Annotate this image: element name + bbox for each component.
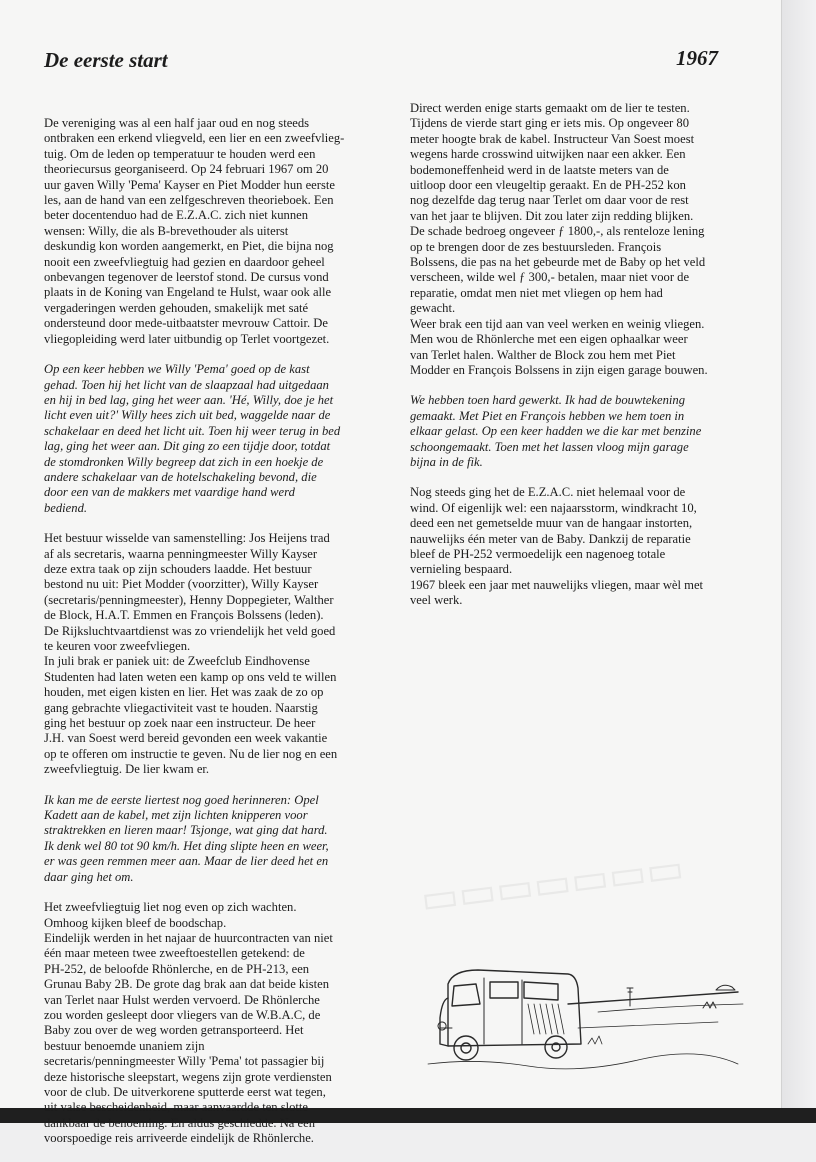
right-text-column	[410, 101, 728, 624]
page-title: De eerste start	[44, 48, 168, 72]
quote-paragraph: Ik kan me de eerste liertest nog goed herinneren: Opel Kadett aan de kabel, met zijn lichten knipperen voor straktrekken en lieren maar! Tsjonge, wat ging dat hard. Ik denk wel 80 tot 90 km/h. Het ding slipte heen en weer, er was geen remmen meer aan. Maar de lier deed het en daar ging het om.	[44, 792, 329, 884]
paragraph: De vereniging was al een half jaar oud en nog steeds ontbraken een erkend vliegveld, een lier en een zweefvlieg- tuig. Om de leden op temperatuur te houden werd een theoriecursus georganiseerd. Op 24 februari 1967 om 20 uur gaven Willy 'Pema' Kayser en Piet Modder hun eerste les, aan de hand van een zelfgeschreven theorieboek. Een beter docentenduo had de E.Z.A.C. zich niet kunnen wensen: Willy, die als B-brevethouder als uiterst deskundig kon worden aangemerkt, en Piet, die bijna nog nooit een zweefvliegtuig had gezien en daardoor geheel onbevangen tegenover de leerstof stond. De cursus vond plaats in de Koning van Engeland te Hulst, waar ook alle vergaderingen werden gehouden, smakelijk met saté ondersteund door mede-uitbaatster mevrouw Cattoir. De vliegopleiding werd later uitbundig op Terlet voortgezet.	[44, 116, 345, 346]
paragraph: Direct werden enige starts gemaakt om de lier te testen. Tijdens de vierde start ging er iets mis. Op ongeveer 80 meter hoogte brak de kabel. Instructeur Van Soest moest wegens harde crosswind uitwijken naar een akker. Een bodemoneffenheid werd in de laatste meters van de uitloop door een vleugeltip geraakt. En de PH-252 kon nog dezelfde dag terug naar Terlet om daar voor de rest van het jaar te blijven. Dit zou later zijn redding blijken. De schade bedroeg ongeveer ƒ 1800,-, als renteloze lening op te brengen door de zes bestuursleden. François Bolssens, die pas na het gebeurde met de Baby op het veld verscheen, wilde wel ƒ 300,- betalen, maar niet voor de reparatie, omdat men niet met vliegen op hem had gewacht. Weer brak een tijd aan van veel werken en weinig vliegen. Men wou de Rhönlerche met een eigen ophaalkar weer van Terlet halen. Walther de Block zou hem met Piet Modder en François Bolssens in zijn eigen garage bouwen.	[410, 101, 708, 377]
page-year: 1967	[676, 46, 718, 70]
page-edge-shadow	[782, 0, 816, 1123]
quote-paragraph: We hebben toen hard gewerkt. Ik had de bouwtekening gemaakt. Met Piet en François hebben we hem toen in elkaar gelast. Op een keer hadden we die kar met benzine schoongemaakt. Toen met het lassen vloog mijn garage bijna in de fik.	[410, 393, 702, 469]
quote-paragraph: Op een keer hebben we Willy 'Pema' goed op de kast gehad. Toen hij het licht van de slaapzaal had uitgedaan en hij in bed lag, ging het weer aan. 'Hé, Willy, doe je het licht even uit?' Willy hees zich uit bed, waggelde naar de schakelaar en deed het licht uit. Toen hij weer terug in bed lag, ging het weer aan. Dit ging zo een tijdje door, totdat de stomdronken Willy begreep dat zich in een hoekje de andere schakelaar van de hotelschakeling bevond, die door een van de makkers met vaardige hand werd bediend.	[44, 362, 341, 515]
paragraph: Het bestuur wisselde van samenstelling: Jos Heijens trad af als secretaris, waarna penningmeester Willy Kayser deze extra taak op zijn schouders laadde. Het bestuur bestond nu uit: Piet Modder (voorzitter), Willy Kayser (secretaris/penningmeester), Henny Doppegieter, Walther de Block, H.A.T. Emmen en François Bolssens (leden). De Rijksluchtvaartdienst was zo vriendelijk het veld goed te keuren voor zweefvliegen. In juli brak er paniek uit: de Zweefclub Eindhovense Studenten had laten weten een kamp op ons veld te willen houden, met eigen kisten en lier. Het was zaak de zo op gang gebrachte vliegactiviteit vast te houden. Naarstig ging het bestuur op zoek naar een instructeur. De heer J.H. van Soest werd bereid gevonden een week vakantie op te offeren om instructie te geven. Nu de lier nog en een zweefvliegtuig. De lier kwam er.	[44, 531, 338, 777]
van-sketch-illustration	[418, 948, 748, 1078]
paragraph: Nog steeds ging het de E.Z.A.C. niet helemaal voor de wind. Of eigenlijk wel: een najaarsstorm, windkracht 10, deed een net gemetselde muur van de hangaar instorten, nauwelijks één meter van de Baby. Dankzij de reparatie bleef de PH-252 vermoedelijk een nagenoeg totale vernieling bespaard. 1967 bleek een jaar met nauwelijks vliegen, maar wèl met veel werk.	[410, 485, 704, 608]
paragraph: Het zweefvliegtuig liet nog even op zich wachten. Omhoog kijken bleef de boodschap. Eindelijk werden in het najaar de huurcontracten van niet één maar meteen twee zweeftoestellen getekend: de PH-252, de beloofde Rhönlerche, en de PH-213, een Grunau Baby 2B. De grote dag brak aan dat beide kisten van Terlet naar Hulst werden vervoerd. De Rhönlerche zou worden gesleept door vliegers van de W.B.A.C, de Baby zou over de weg worden getransporteerd. Het bestuur benoemde unaniem zijn secretaris/penningmeester Willy 'Pema' tot passagier bij deze historische sleepstart, wegens zijn grote verdiensten voor de club. De uitverkorene sputterde eerst wat tegen, uit valse bescheidenheid, maar aanvaardde ten slotte dankbaar de benoeming. En aldus geschiedde. Na een voorspoedige reis arriveerde eindelijk de Rhönlerche.	[44, 900, 333, 1146]
left-text-column	[44, 116, 364, 1162]
